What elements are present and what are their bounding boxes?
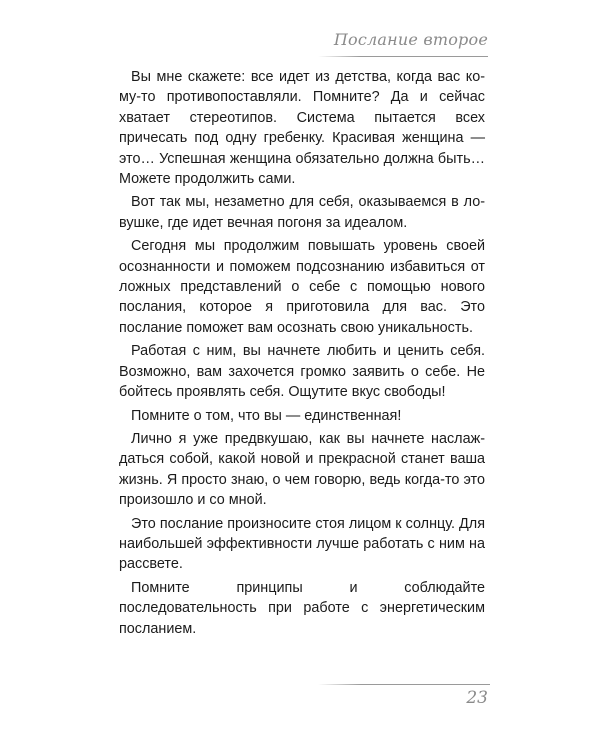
body-text: [119, 67, 485, 642]
paragraph: Сегодня мы продолжим повышать уровень своей осознанности и поможем подсознанию избавиться от ложных представлений о себе с помощью нового послания, которое я приготовила для вас. Это послание поможет вам осознать свою уникальность.: [119, 238, 485, 336]
paragraph: Помните о том, что вы — единственная!: [131, 407, 402, 424]
page-number: 23: [466, 688, 488, 708]
paragraph: Лично я уже предвкушаю, как вы начнете наслаждаться собой, какой новой и прекрасной станет ваша жизнь. Я просто знаю, о чем говорю, ведь когда-то это произошло и со мной.: [119, 430, 485, 509]
header-rule: [318, 56, 488, 57]
paragraph: Помните принципы и соблюдайте последовательность при работе с энергетическим посланием.: [119, 579, 485, 637]
paragraph: Вот так мы, незаметно для себя, оказываемся в ловушке, где идет вечная погоня за идеалом.: [119, 194, 485, 231]
paragraph: Работая с ним, вы начнете любить и ценить себя. Возможно, вам захочется громко заявить о себе. Не бойтесь проявлять себя. Ощутите вкус свободы!: [119, 343, 485, 401]
footer-rule: [318, 684, 490, 685]
paragraph: Это послание произносите стоя лицом к солнцу. Для наибольшей эффективности лучше работать с ним на рассвете.: [119, 515, 485, 573]
running-head-title: Послание второе: [333, 30, 488, 49]
paragraph: Вы мне скажете: все идет из детства, когда вас кому-то противопоставляли. Помните? Да и сейчас хватает стереотипов. Система пытается всех причесать под одну гребенку. Красивая женщина — это… Успешная женщина обязательно должна быть… Можете продолжить сами.: [119, 69, 485, 188]
